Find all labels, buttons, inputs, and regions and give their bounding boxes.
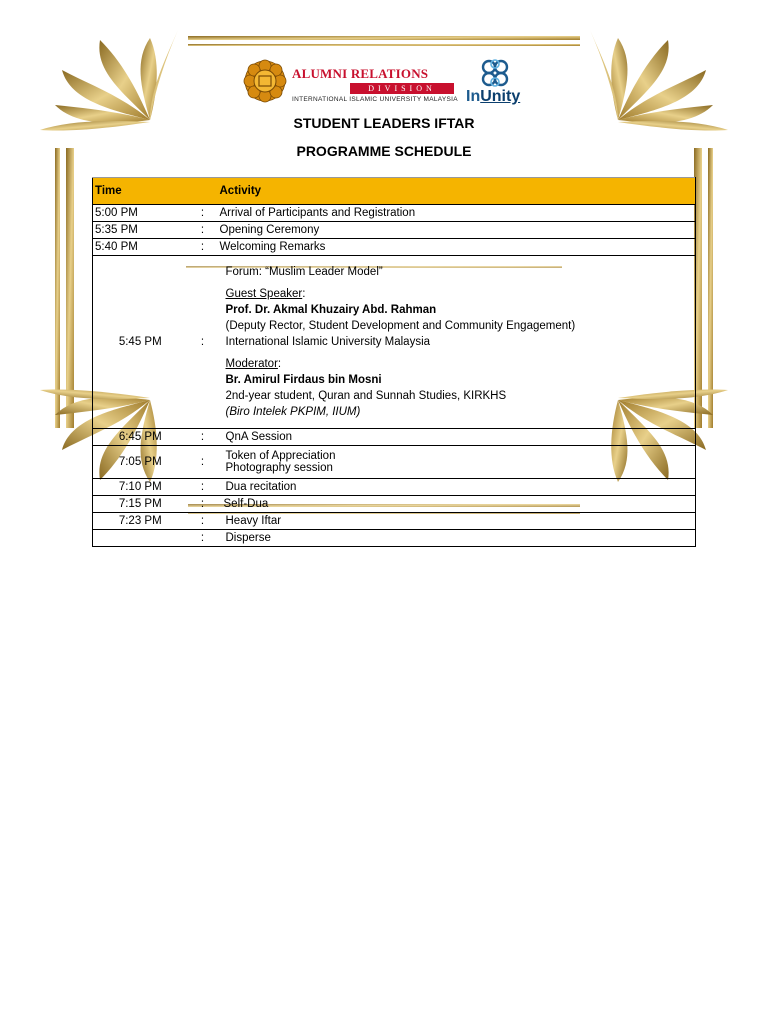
guest-speaker-role: (Deputy Rector, Student Development and Community Engagement) xyxy=(225,320,576,332)
event-title: STUDENT LEADERS IFTAR xyxy=(293,115,475,131)
row-activity: Opening Ceremony xyxy=(218,222,696,239)
row-activity: Welcoming Remarks xyxy=(218,239,696,256)
moderator-heading: Moderator: xyxy=(225,358,282,370)
inunity-logo-icon xyxy=(478,56,512,90)
row-sep: : xyxy=(188,429,218,446)
row-time xyxy=(93,530,188,547)
row-activity-line1: Token of Appreciation xyxy=(225,450,336,462)
schedule-title: PROGRAMME SCHEDULE xyxy=(296,143,472,159)
row-time: 5:45 PM xyxy=(93,256,188,429)
guest-speaker-name: Prof. Dr. Akmal Khuzairy Abd. Rahman xyxy=(225,304,437,316)
row-activity: Disperse xyxy=(218,530,696,547)
forum-title: Forum: “Muslim Leader Model” xyxy=(225,266,383,278)
row-time: 7:15 PM xyxy=(93,496,188,513)
row-activity-line2: Photography session xyxy=(225,462,333,474)
schedule-table xyxy=(92,177,696,547)
moderator-role: 2nd-year student, Quran and Sunnah Studies, KIRKHS xyxy=(225,390,507,402)
row-time: 5:35 PM xyxy=(93,222,188,239)
table-row xyxy=(93,530,696,547)
row-activity xyxy=(218,446,696,479)
col-activity-header: Activity xyxy=(218,178,696,205)
row-sep: : xyxy=(188,446,218,479)
row-sep: : xyxy=(188,205,218,222)
moderator-label: Moderator xyxy=(225,358,278,370)
table-row xyxy=(93,239,696,256)
row-sep: : xyxy=(188,256,218,429)
inunity-suffix: Unity xyxy=(480,88,521,105)
row-time: 7:05 PM xyxy=(93,446,188,479)
row-time: 5:00 PM xyxy=(93,205,188,222)
row-time: 5:40 PM xyxy=(93,239,188,256)
alumni-relations-title: ALUMNI RELATIONS xyxy=(292,66,429,81)
table-row xyxy=(93,446,696,479)
row-activity: Arrival of Participants and Registration xyxy=(218,205,696,222)
moderator-org: (Biro Intelek PKPIM, IIUM) xyxy=(225,406,361,418)
row-activity: Dua recitation xyxy=(218,479,696,496)
col-sep-header xyxy=(188,178,218,205)
row-time: 7:23 PM xyxy=(93,513,188,530)
table-header-row xyxy=(93,178,696,205)
alumni-seal-icon xyxy=(242,58,288,104)
header-logos xyxy=(240,56,540,112)
guest-speaker-org: International Islamic University Malaysia xyxy=(225,336,431,348)
table-row xyxy=(93,429,696,446)
row-sep: : xyxy=(188,513,218,530)
table-row xyxy=(93,205,696,222)
table-row xyxy=(93,496,696,513)
col-time-header: Time xyxy=(93,178,188,205)
table-row xyxy=(93,479,696,496)
guest-speaker-label: Guest Speaker xyxy=(225,288,303,300)
row-sep: : xyxy=(188,239,218,256)
row-activity: QnA Session xyxy=(218,429,696,446)
forum-details xyxy=(218,256,696,429)
row-sep: : xyxy=(188,496,218,513)
inunity-prefix: In xyxy=(466,88,481,105)
row-activity: Heavy Iftar xyxy=(218,513,696,530)
table-row-forum xyxy=(93,256,696,429)
table-row xyxy=(93,222,696,239)
row-sep: : xyxy=(188,479,218,496)
row-time: 6:45 PM xyxy=(93,429,188,446)
inunity-wordmark xyxy=(466,88,520,106)
row-sep: : xyxy=(188,530,218,547)
row-activity: Self-Dua xyxy=(218,496,696,513)
moderator-name: Br. Amirul Firdaus bin Mosni xyxy=(225,374,382,386)
division-label: DIVISION xyxy=(350,83,454,94)
guest-speaker-heading: Guest Speaker: xyxy=(225,288,306,300)
row-sep: : xyxy=(188,222,218,239)
table-row xyxy=(93,513,696,530)
iium-label: INTERNATIONAL ISLAMIC UNIVERSITY MALAYSIA xyxy=(292,96,458,103)
row-time: 7:10 PM xyxy=(93,479,188,496)
